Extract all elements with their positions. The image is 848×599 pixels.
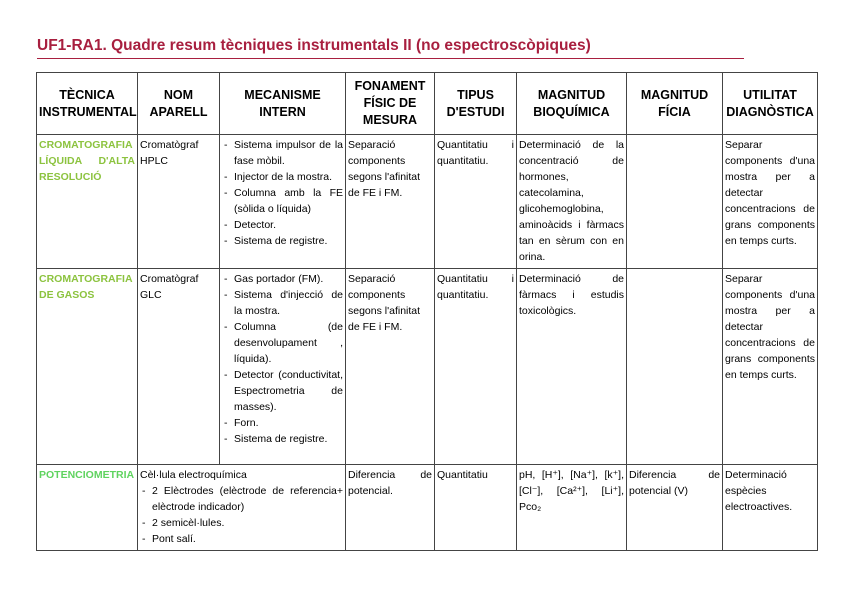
list-item: - Gas portador (FM). <box>222 271 343 287</box>
mechanism-list <box>222 271 343 447</box>
list-item: - Columna (de desenvolupament , líquida). <box>222 319 343 367</box>
table-row <box>37 465 818 551</box>
list-item: - Columna amb la FE (sòlida o líquida) <box>222 185 343 217</box>
device-cell: Cromatògraf GLC <box>138 269 220 465</box>
table-row <box>37 269 818 465</box>
diagnostic-use-cell: Separar components d'una mostra per a detectar concentracions de grans components en temps curts. <box>723 269 818 465</box>
header-diagnostic-use: UTILITAT DIAGNÒSTICA <box>723 73 818 135</box>
list-item: - Detector. <box>222 217 343 233</box>
biochem-magnitude-cell: pH, [H⁺], [Na⁺], [k⁺], [Cl⁻], [Ca²⁺], [Li⁺], Pco₂ <box>517 465 627 551</box>
page-title: UF1-RA1. Quadre resum tècniques instrumentals II (no espectroscòpiques) <box>37 37 591 54</box>
list-item: - Forn. <box>222 415 343 431</box>
header-mechanism: MECANISME INTERN <box>220 73 346 135</box>
list-item: - Sistema de registre. <box>222 431 343 447</box>
device-mechanism-cell <box>138 465 346 551</box>
technique-cell: POTENCIOMETRIA <box>37 465 138 551</box>
list-item: - Pont salí. <box>140 531 343 547</box>
table-row <box>37 135 818 269</box>
physical-magnitude-cell <box>627 135 723 269</box>
list-item: - 2 Elèctrodes (elèctrode de referencia+ elèctrode indicador) <box>140 483 343 515</box>
study-type-cell: Quantitatiu <box>435 465 517 551</box>
principle-cell: Separació components segons l'afinitat de FE i FM. <box>346 135 435 269</box>
device-cell: Cromatògraf HPLC <box>138 135 220 269</box>
principle-cell: Diferencia de potencial. <box>346 465 435 551</box>
header-study-type: TIPUS D'ESTUDI <box>435 73 517 135</box>
biochem-magnitude-cell: Determinació de la concentració de hormones, catecolamina, glicohemoglobina, aminoàcids i fàrmacs tan en sèrum con en orina. <box>517 135 627 269</box>
device-title: Cèl·lula electroquímica <box>140 469 247 481</box>
header-physical-magnitude: MAGNITUD FÍCIA <box>627 73 723 135</box>
list-item: - Sistema de registre. <box>222 233 343 249</box>
header-row <box>37 73 818 135</box>
list-item: - Injector de la mostra. <box>222 169 343 185</box>
diagnostic-use-cell: Determinació espècies electroactives. <box>723 465 818 551</box>
list-item: - Sistema impulsor de la fase mòbil. <box>222 137 343 169</box>
header-technique: TÈCNICA INSTRUMENTAL <box>37 73 138 135</box>
device-list <box>140 483 343 547</box>
list-item: - Sistema d'injecció de la mostra. <box>222 287 343 319</box>
study-type-cell: Quantitatiu i quantitatiu. <box>435 135 517 269</box>
title-underline <box>37 58 744 59</box>
summary-table <box>36 72 818 551</box>
mechanism-cell <box>220 269 346 465</box>
list-item: - Detector (conductivitat, Espectrometria de masses). <box>222 367 343 415</box>
mechanism-cell <box>220 135 346 269</box>
header-biochem-magnitude: MAGNITUD BIOQUÍMICA <box>517 73 627 135</box>
principle-cell: Separació components segons l'afinitat de FE i FM. <box>346 269 435 465</box>
header-device: NOM APARELL <box>138 73 220 135</box>
physical-magnitude-cell <box>627 269 723 465</box>
mechanism-list <box>222 137 343 249</box>
header-principle: FONAMENT FÍSIC DE MESURA <box>346 73 435 135</box>
study-type-cell: Quantitatiu i quantitatiu. <box>435 269 517 465</box>
list-item: - 2 semicèl·lules. <box>140 515 343 531</box>
diagnostic-use-cell: Separar components d'una mostra per a detectar concentracions de grans components en temps curts. <box>723 135 818 269</box>
technique-cell: CROMATOGRAFIA LÍQUIDA D'ALTA RESOLUCIÓ <box>37 135 138 269</box>
biochem-magnitude-cell: Determinació de fàrmacs i estudis toxicològics. <box>517 269 627 465</box>
technique-cell: CROMATOGRAFIA DE GASOS <box>37 269 138 465</box>
physical-magnitude-cell: Diferencia de potencial (V) <box>627 465 723 551</box>
